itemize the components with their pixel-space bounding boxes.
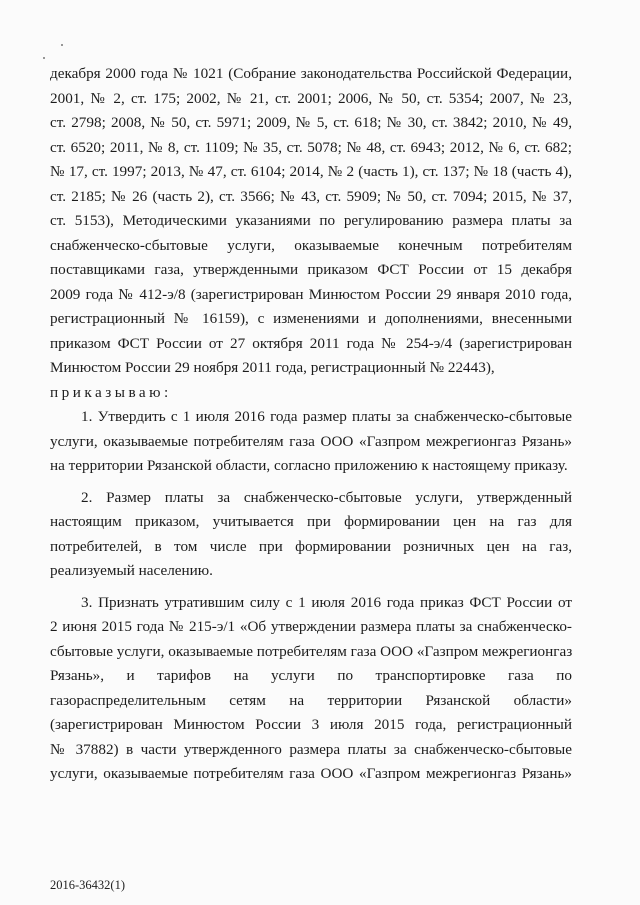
text-line: декабря 2000 года № 1021 (Собрание законодательства Российской Федерации, (50, 65, 572, 82)
paragraph-gap (50, 584, 572, 591)
text-line: Минюстом России 29 ноября 2011 года, регистрационный № 22443), (50, 359, 495, 376)
item-3-line: (зарегистрирован Минюстом России 3 июля 2015 года, регистрационный (50, 716, 572, 733)
document-code: 2016-36432(1) (50, 878, 125, 892)
item-3-line: Рязань», и тарифов на услуги по транспортировке газа по (50, 667, 572, 684)
item-2-line: настоящим приказом, учитывается при формировании цен на газ для (50, 513, 572, 530)
item-3-line: № 37882) в части утвержденного размера платы за снабженческо-сбытовые (50, 740, 572, 758)
scan-speck (43, 57, 45, 59)
text-line: ст. 2798; 2008, № 50, ст. 5971; 2009, № 5, ст. 618; № 30, ст. 3842; 2010, № 49, (50, 114, 572, 131)
item-2-line: реализуемый населению. (50, 562, 213, 579)
text-line: поставщиками газа, утвержденными приказом ФСТ России от 15 декабря (50, 261, 572, 278)
order-word: приказываю: (50, 383, 172, 401)
text-line: приказом ФСТ России от 27 октября 2011 года № 254-э/4 (зарегистрирован (50, 334, 572, 352)
item-2-line: потребителей, в том числе при формировании розничных цен на газ, (50, 537, 572, 555)
document-body (50, 62, 572, 787)
text-line: регистрационный № 16159), с изменениями и дополнениями, внесенными (50, 310, 572, 327)
text-line: ст. 6520; 2011, № 8, ст. 1109; № 35, ст. 5078; № 48, ст. 6943; 2012, № 6, ст. 682; (50, 138, 572, 156)
item-1-line: 1. Утвердить с 1 июля 2016 года размер платы за снабженческо-сбытовые (81, 408, 572, 425)
item-3-line: 2 июня 2015 года № 215-э/1 «Об утверждении размера платы за снабженческо- (50, 618, 572, 635)
item-1-line: услуги, оказываемые потребителям газа ООО «Газпром межрегионгаз Рязань» (50, 432, 572, 450)
item-3-line: газораспределительным сетям на территории Рязанской области» (50, 691, 572, 709)
text-line: ст. 5153), Методическими указаниями по регулированию размера платы за (50, 212, 572, 229)
text-line: снабженческо-сбытовые услуги, оказываемые конечным потребителям (50, 236, 572, 254)
item-3-line: услуги, оказываемые потребителям газа ООО «Газпром межрегионгаз Рязань» (50, 765, 572, 782)
text-line: № 17, ст. 1997; 2013, № 47, ст. 6104; 2014, № 2 (часть 1), ст. 137; № 18 (часть 4), (50, 163, 572, 180)
item-3-line: 3. Признать утратившим силу с 1 июля 2016 года приказ ФСТ России от (81, 593, 572, 611)
scan-speck (61, 44, 63, 46)
paragraph-gap (50, 479, 572, 486)
item-3-line: сбытовые услуги, оказываемые потребителям газа ООО «Газпром межрегионгаз (50, 642, 573, 660)
text-line: 2001, № 2, ст. 175; 2002, № 21, ст. 2001; 2006, № 50, ст. 5354; 2007, № 23, (50, 89, 572, 107)
item-2-line: 2. Размер платы за снабженческо-сбытовые услуги, утвержденный (81, 488, 572, 506)
item-1-line: на территории Рязанской области, согласно приложению к настоящему приказу. (50, 457, 568, 474)
text-line: ст. 2185; № 26 (часть 2), ст. 3566; № 43, ст. 5909; № 50, ст. 7094; 2015, № 37, (50, 187, 572, 205)
text-line: 2009 года № 412-э/8 (зарегистрирован Минюстом России 29 января 2010 года, (50, 285, 572, 303)
